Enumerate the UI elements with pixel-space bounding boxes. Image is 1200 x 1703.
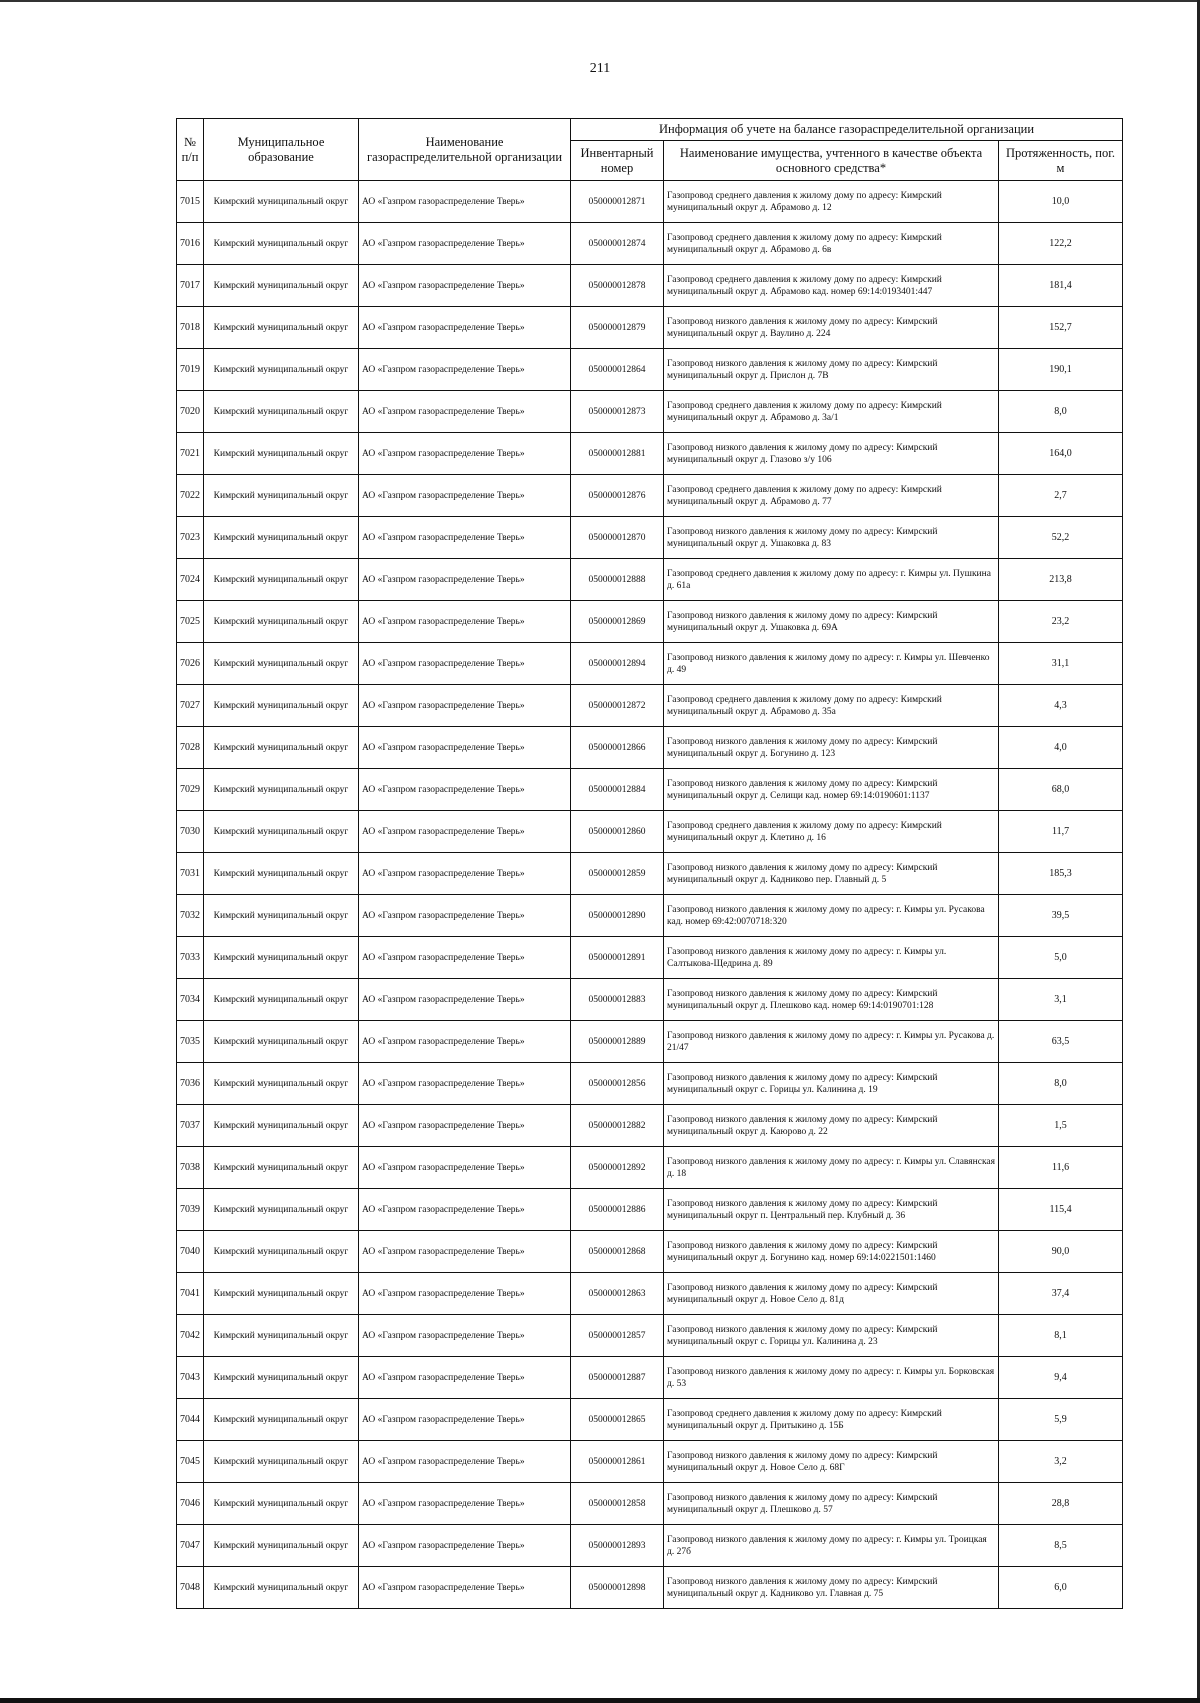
municipality-cell: Кимрский муниципальный округ: [204, 811, 359, 853]
municipality-cell: Кимрский муниципальный округ: [204, 391, 359, 433]
municipality-cell: Кимрский муниципальный округ: [204, 769, 359, 811]
row-number: 7020: [177, 391, 204, 433]
table-row: [177, 1483, 1123, 1525]
row-number: 7037: [177, 1105, 204, 1147]
asset-name-cell: Газопровод среднего давления к жилому дому по адресу: Кимрский муниципальный округ д. Абрамово кад. номер 69:14:0193401:447: [664, 265, 999, 307]
row-number: 7044: [177, 1399, 204, 1441]
municipality-cell: Кимрский муниципальный округ: [204, 1189, 359, 1231]
asset-name-cell: Газопровод низкого давления к жилому дому по адресу: Кимрский муниципальный округ д. Прислон д. 7В: [664, 349, 999, 391]
row-number: 7027: [177, 685, 204, 727]
row-number: 7036: [177, 1063, 204, 1105]
table-row: [177, 1273, 1123, 1315]
length-cell: 185,3: [999, 853, 1123, 895]
municipality-cell: Кимрский муниципальный округ: [204, 727, 359, 769]
length-cell: 68,0: [999, 769, 1123, 811]
inventory-number-cell: 050000012870: [571, 517, 664, 559]
inventory-number-cell: 050000012866: [571, 727, 664, 769]
inventory-number-cell: 050000012863: [571, 1273, 664, 1315]
asset-name-cell: Газопровод низкого давления к жилому дому по адресу: Кимрский муниципальный округ с. Горицы ул. Калинина д. 23: [664, 1315, 999, 1357]
inventory-number-cell: 050000012868: [571, 1231, 664, 1273]
inventory-number-cell: 050000012890: [571, 895, 664, 937]
table-row: [177, 433, 1123, 475]
asset-name-cell: Газопровод среднего давления к жилому дому по адресу: Кимрский муниципальный округ д. Абрамово д. 77: [664, 475, 999, 517]
row-number: 7038: [177, 1147, 204, 1189]
inventory-number-cell: 050000012898: [571, 1567, 664, 1609]
organization-cell: АО «Газпром газораспределение Тверь»: [359, 727, 571, 769]
header-inventory-number: Инвентарный номер: [571, 141, 664, 181]
table-row: [177, 265, 1123, 307]
inventory-number-cell: 050000012874: [571, 223, 664, 265]
asset-name-cell: Газопровод низкого давления к жилому дому по адресу: Кимрский муниципальный округ д. Новое Село д. 68Г: [664, 1441, 999, 1483]
length-cell: 164,0: [999, 433, 1123, 475]
organization-cell: АО «Газпром газораспределение Тверь»: [359, 1273, 571, 1315]
asset-name-cell: Газопровод низкого давления к жилому дому по адресу: г. Кимры ул. Шевченко д. 49: [664, 643, 999, 685]
inventory-number-cell: 050000012886: [571, 1189, 664, 1231]
organization-cell: АО «Газпром газораспределение Тверь»: [359, 937, 571, 979]
asset-name-cell: Газопровод низкого давления к жилому дому по адресу: Кимрский муниципальный округ д. Ушаковка д. 83: [664, 517, 999, 559]
inventory-number-cell: 050000012879: [571, 307, 664, 349]
row-number: 7017: [177, 265, 204, 307]
inventory-number-cell: 050000012889: [571, 1021, 664, 1063]
length-cell: 2,7: [999, 475, 1123, 517]
inventory-number-cell: 050000012881: [571, 433, 664, 475]
row-number: 7028: [177, 727, 204, 769]
inventory-number-cell: 050000012878: [571, 265, 664, 307]
row-number: 7039: [177, 1189, 204, 1231]
organization-cell: АО «Газпром газораспределение Тверь»: [359, 1021, 571, 1063]
length-cell: 5,0: [999, 937, 1123, 979]
row-number: 7046: [177, 1483, 204, 1525]
organization-cell: АО «Газпром газораспределение Тверь»: [359, 1483, 571, 1525]
inventory-number-cell: 050000012873: [571, 391, 664, 433]
inventory-number-cell: 050000012857: [571, 1315, 664, 1357]
scan-top-edge: [0, 0, 1200, 2]
asset-name-cell: Газопровод низкого давления к жилому дому по адресу: Кимрский муниципальный округ д. Селищи кад. номер 69:14:0190601:1137: [664, 769, 999, 811]
organization-cell: АО «Газпром газораспределение Тверь»: [359, 1357, 571, 1399]
table-row: [177, 349, 1123, 391]
municipality-cell: Кимрский муниципальный округ: [204, 979, 359, 1021]
municipality-cell: Кимрский муниципальный округ: [204, 307, 359, 349]
inventory-number-cell: 050000012858: [571, 1483, 664, 1525]
asset-name-cell: Газопровод низкого давления к жилому дому по адресу: Кимрский муниципальный округ д. Богунино кад. номер 69:14:0221501:1460: [664, 1231, 999, 1273]
municipality-cell: Кимрский муниципальный округ: [204, 1105, 359, 1147]
organization-cell: АО «Газпром газораспределение Тверь»: [359, 1105, 571, 1147]
row-number: 7021: [177, 433, 204, 475]
row-number: 7031: [177, 853, 204, 895]
municipality-cell: Кимрский муниципальный округ: [204, 1567, 359, 1609]
table-row: [177, 223, 1123, 265]
asset-name-cell: Газопровод среднего давления к жилому дому по адресу: Кимрский муниципальный округ д. Абрамово д. 6в: [664, 223, 999, 265]
municipality-cell: Кимрский муниципальный округ: [204, 1147, 359, 1189]
row-number: 7029: [177, 769, 204, 811]
length-cell: 39,5: [999, 895, 1123, 937]
organization-cell: АО «Газпром газораспределение Тверь»: [359, 1525, 571, 1567]
municipality-cell: Кимрский муниципальный округ: [204, 1021, 359, 1063]
municipality-cell: Кимрский муниципальный округ: [204, 1399, 359, 1441]
row-number: 7042: [177, 1315, 204, 1357]
table-row: [177, 1147, 1123, 1189]
table-row: [177, 685, 1123, 727]
asset-name-cell: Газопровод среднего давления к жилому дому по адресу: Кимрский муниципальный округ д. Абрамово д. 12: [664, 181, 999, 223]
table-row: [177, 811, 1123, 853]
asset-name-cell: Газопровод низкого давления к жилому дому по адресу: Кимрский муниципальный округ д. Богунино д. 123: [664, 727, 999, 769]
municipality-cell: Кимрский муниципальный округ: [204, 1231, 359, 1273]
municipality-cell: Кимрский муниципальный округ: [204, 349, 359, 391]
inventory-number-cell: 050000012894: [571, 643, 664, 685]
length-cell: 6,0: [999, 1567, 1123, 1609]
table-row: [177, 475, 1123, 517]
municipality-cell: Кимрский муниципальный округ: [204, 559, 359, 601]
length-cell: 3,1: [999, 979, 1123, 1021]
table-row: [177, 1441, 1123, 1483]
organization-cell: АО «Газпром газораспределение Тверь»: [359, 1063, 571, 1105]
municipality-cell: Кимрский муниципальный округ: [204, 1483, 359, 1525]
length-cell: 8,0: [999, 391, 1123, 433]
length-cell: 23,2: [999, 601, 1123, 643]
row-number: 7015: [177, 181, 204, 223]
organization-cell: АО «Газпром газораспределение Тверь»: [359, 895, 571, 937]
table-row: [177, 391, 1123, 433]
inventory-number-cell: 050000012856: [571, 1063, 664, 1105]
municipality-cell: Кимрский муниципальный округ: [204, 1063, 359, 1105]
organization-cell: АО «Газпром газораспределение Тверь»: [359, 769, 571, 811]
asset-name-cell: Газопровод низкого давления к жилому дому по адресу: Кимрский муниципальный округ п. Центральный пер. Клубный д. 36: [664, 1189, 999, 1231]
inventory-number-cell: 050000012891: [571, 937, 664, 979]
organization-cell: АО «Газпром газораспределение Тверь»: [359, 349, 571, 391]
inventory-number-cell: 050000012872: [571, 685, 664, 727]
row-number: 7025: [177, 601, 204, 643]
table-row: [177, 1105, 1123, 1147]
inventory-number-cell: 050000012869: [571, 601, 664, 643]
table-row: [177, 769, 1123, 811]
table-row: [177, 1357, 1123, 1399]
length-cell: 37,4: [999, 1273, 1123, 1315]
length-cell: 31,1: [999, 643, 1123, 685]
length-cell: 3,2: [999, 1441, 1123, 1483]
organization-cell: АО «Газпром газораспределение Тверь»: [359, 811, 571, 853]
organization-cell: АО «Газпром газораспределение Тверь»: [359, 1315, 571, 1357]
row-number: 7024: [177, 559, 204, 601]
asset-name-cell: Газопровод низкого давления к жилому дому по адресу: Кимрский муниципальный округ д. Каюрово д. 22: [664, 1105, 999, 1147]
municipality-cell: Кимрский муниципальный округ: [204, 937, 359, 979]
row-number: 7016: [177, 223, 204, 265]
length-cell: 11,7: [999, 811, 1123, 853]
organization-cell: АО «Газпром газораспределение Тверь»: [359, 223, 571, 265]
municipality-cell: Кимрский муниципальный округ: [204, 517, 359, 559]
header-asset-name: Наименование имущества, учтенного в качестве объекта основного средства*: [664, 141, 999, 181]
organization-cell: АО «Газпром газораспределение Тверь»: [359, 1147, 571, 1189]
length-cell: 190,1: [999, 349, 1123, 391]
municipality-cell: Кимрский муниципальный округ: [204, 1273, 359, 1315]
organization-cell: АО «Газпром газораспределение Тверь»: [359, 1399, 571, 1441]
organization-cell: АО «Газпром газораспределение Тверь»: [359, 517, 571, 559]
table-row: [177, 1189, 1123, 1231]
row-number: 7045: [177, 1441, 204, 1483]
row-number: 7026: [177, 643, 204, 685]
asset-registry-table: [176, 118, 1123, 1609]
asset-name-cell: Газопровод низкого давления к жилому дому по адресу: г. Кимры ул. Борковская д. 53: [664, 1357, 999, 1399]
asset-name-cell: Газопровод среднего давления к жилому дому по адресу: г. Кимры ул. Пушкина д. 61а: [664, 559, 999, 601]
organization-cell: АО «Газпром газораспределение Тверь»: [359, 601, 571, 643]
table-row: [177, 643, 1123, 685]
table-header: [177, 119, 1123, 181]
municipality-cell: Кимрский муниципальный округ: [204, 181, 359, 223]
inventory-number-cell: 050000012882: [571, 1105, 664, 1147]
length-cell: 181,4: [999, 265, 1123, 307]
table-row: [177, 853, 1123, 895]
length-cell: 28,8: [999, 1483, 1123, 1525]
table-row: [177, 979, 1123, 1021]
asset-name-cell: Газопровод низкого давления к жилому дому по адресу: Кимрский муниципальный округ д. Плешково кад. номер 69:14:0190701:128: [664, 979, 999, 1021]
length-cell: 213,8: [999, 559, 1123, 601]
asset-name-cell: Газопровод низкого давления к жилому дому по адресу: г. Кимры ул. Славянская д. 18: [664, 1147, 999, 1189]
municipality-cell: Кимрский муниципальный округ: [204, 853, 359, 895]
table-row: [177, 1021, 1123, 1063]
asset-name-cell: Газопровод среднего давления к жилому дому по адресу: Кимрский муниципальный округ д. Абрамово д. 3а/1: [664, 391, 999, 433]
municipality-cell: Кимрский муниципальный округ: [204, 1525, 359, 1567]
organization-cell: АО «Газпром газораспределение Тверь»: [359, 433, 571, 475]
municipality-cell: Кимрский муниципальный округ: [204, 643, 359, 685]
inventory-number-cell: 050000012887: [571, 1357, 664, 1399]
table-row: [177, 1399, 1123, 1441]
length-cell: 8,1: [999, 1315, 1123, 1357]
length-cell: 8,5: [999, 1525, 1123, 1567]
municipality-cell: Кимрский муниципальный округ: [204, 475, 359, 517]
row-number: 7035: [177, 1021, 204, 1063]
municipality-cell: Кимрский муниципальный округ: [204, 601, 359, 643]
length-cell: 4,3: [999, 685, 1123, 727]
inventory-number-cell: 050000012892: [571, 1147, 664, 1189]
organization-cell: АО «Газпром газораспределение Тверь»: [359, 685, 571, 727]
row-number: 7048: [177, 1567, 204, 1609]
table-row: [177, 1063, 1123, 1105]
municipality-cell: Кимрский муниципальный округ: [204, 433, 359, 475]
length-cell: 1,5: [999, 1105, 1123, 1147]
length-cell: 122,2: [999, 223, 1123, 265]
table-row: [177, 1315, 1123, 1357]
asset-name-cell: Газопровод низкого давления к жилому дому по адресу: г. Кимры ул. Русакова кад. номер 69:42:0070718:320: [664, 895, 999, 937]
length-cell: 5,9: [999, 1399, 1123, 1441]
inventory-number-cell: 050000012871: [571, 181, 664, 223]
municipality-cell: Кимрский муниципальный округ: [204, 895, 359, 937]
length-cell: 8,0: [999, 1063, 1123, 1105]
page-number: 211: [589, 61, 611, 76]
length-cell: 10,0: [999, 181, 1123, 223]
row-number: 7018: [177, 307, 204, 349]
length-cell: 52,2: [999, 517, 1123, 559]
header-length: Протяженность, пог. м: [999, 141, 1123, 181]
asset-name-cell: Газопровод низкого давления к жилому дому по адресу: Кимрский муниципальный округ д. Кадниково пер. Главный д. 5: [664, 853, 999, 895]
inventory-number-cell: 050000012865: [571, 1399, 664, 1441]
asset-name-cell: Газопровод среднего давления к жилому дому по адресу: Кимрский муниципальный округ д. Притыкино д. 15Б: [664, 1399, 999, 1441]
inventory-number-cell: 050000012860: [571, 811, 664, 853]
organization-cell: АО «Газпром газораспределение Тверь»: [359, 643, 571, 685]
asset-name-cell: Газопровод низкого давления к жилому дому по адресу: г. Кимры ул. Салтыкова-Щедрина д. 89: [664, 937, 999, 979]
organization-cell: АО «Газпром газораспределение Тверь»: [359, 1231, 571, 1273]
organization-cell: АО «Газпром газораспределение Тверь»: [359, 559, 571, 601]
inventory-number-cell: 050000012883: [571, 979, 664, 1021]
row-number: 7019: [177, 349, 204, 391]
organization-cell: АО «Газпром газораспределение Тверь»: [359, 475, 571, 517]
inventory-number-cell: 050000012893: [571, 1525, 664, 1567]
row-number: 7022: [177, 475, 204, 517]
inventory-number-cell: 050000012888: [571, 559, 664, 601]
inventory-number-cell: 050000012876: [571, 475, 664, 517]
table-row: [177, 1525, 1123, 1567]
organization-cell: АО «Газпром газораспределение Тверь»: [359, 391, 571, 433]
row-number: 7041: [177, 1273, 204, 1315]
table-body: [177, 181, 1123, 1609]
municipality-cell: Кимрский муниципальный округ: [204, 685, 359, 727]
asset-name-cell: Газопровод низкого давления к жилому дому по адресу: г. Кимры ул. Русакова д. 21/47: [664, 1021, 999, 1063]
municipality-cell: Кимрский муниципальный округ: [204, 1441, 359, 1483]
municipality-cell: Кимрский муниципальный округ: [204, 1357, 359, 1399]
length-cell: 115,4: [999, 1189, 1123, 1231]
length-cell: 9,4: [999, 1357, 1123, 1399]
inventory-number-cell: 050000012864: [571, 349, 664, 391]
municipality-cell: Кимрский муниципальный округ: [204, 1315, 359, 1357]
table-row: [177, 895, 1123, 937]
table-row: [177, 307, 1123, 349]
table-row: [177, 517, 1123, 559]
row-number: 7030: [177, 811, 204, 853]
table-row: [177, 601, 1123, 643]
length-cell: 152,7: [999, 307, 1123, 349]
organization-cell: АО «Газпром газораспределение Тверь»: [359, 1441, 571, 1483]
asset-name-cell: Газопровод низкого давления к жилому дому по адресу: Кимрский муниципальный округ д. Ушаковка д. 69А: [664, 601, 999, 643]
row-number: 7040: [177, 1231, 204, 1273]
organization-cell: АО «Газпром газораспределение Тверь»: [359, 265, 571, 307]
row-number: 7033: [177, 937, 204, 979]
organization-cell: АО «Газпром газораспределение Тверь»: [359, 307, 571, 349]
asset-name-cell: Газопровод низкого давления к жилому дому по адресу: Кимрский муниципальный округ д. Глазово з/у 106: [664, 433, 999, 475]
header-organization: Наименование газораспределительной организации: [359, 119, 571, 181]
header-row-number: № п/п: [177, 119, 204, 181]
municipality-cell: Кимрский муниципальный округ: [204, 223, 359, 265]
table-row: [177, 181, 1123, 223]
inventory-number-cell: 050000012861: [571, 1441, 664, 1483]
length-cell: 4,0: [999, 727, 1123, 769]
table-row: [177, 1567, 1123, 1609]
asset-name-cell: Газопровод низкого давления к жилому дому по адресу: Кимрский муниципальный округ д. Плешково д. 57: [664, 1483, 999, 1525]
asset-name-cell: Газопровод среднего давления к жилому дому по адресу: Кимрский муниципальный округ д. Абрамово д. 35а: [664, 685, 999, 727]
asset-name-cell: Газопровод низкого давления к жилому дому по адресу: Кимрский муниципальный округ с. Горицы ул. Калинина д. 19: [664, 1063, 999, 1105]
inventory-number-cell: 050000012859: [571, 853, 664, 895]
length-cell: 63,5: [999, 1021, 1123, 1063]
asset-name-cell: Газопровод низкого давления к жилому дому по адресу: Кимрский муниципальный округ д. Новое Село д. 81д: [664, 1273, 999, 1315]
asset-name-cell: Газопровод низкого давления к жилому дому по адресу: Кимрский муниципальный округ д. Ваулино д. 224: [664, 307, 999, 349]
organization-cell: АО «Газпром газораспределение Тверь»: [359, 979, 571, 1021]
row-number: 7043: [177, 1357, 204, 1399]
table-row: [177, 1231, 1123, 1273]
table-row: [177, 727, 1123, 769]
organization-cell: АО «Газпром газораспределение Тверь»: [359, 853, 571, 895]
municipality-cell: Кимрский муниципальный округ: [204, 265, 359, 307]
organization-cell: АО «Газпром газораспределение Тверь»: [359, 1189, 571, 1231]
scan-bottom-edge: [0, 1698, 1200, 1703]
row-number: 7023: [177, 517, 204, 559]
row-number: 7032: [177, 895, 204, 937]
organization-cell: АО «Газпром газораспределение Тверь»: [359, 1567, 571, 1609]
table-row: [177, 937, 1123, 979]
length-cell: 11,6: [999, 1147, 1123, 1189]
asset-name-cell: Газопровод низкого давления к жилому дому по адресу: г. Кимры ул. Троицкая д. 27б: [664, 1525, 999, 1567]
length-cell: 90,0: [999, 1231, 1123, 1273]
table-row: [177, 559, 1123, 601]
organization-cell: АО «Газпром газораспределение Тверь»: [359, 181, 571, 223]
header-municipality: Муниципальное образование: [204, 119, 359, 181]
row-number: 7047: [177, 1525, 204, 1567]
asset-name-cell: Газопровод среднего давления к жилому дому по адресу: Кимрский муниципальный округ д. Клетино д. 16: [664, 811, 999, 853]
row-number: 7034: [177, 979, 204, 1021]
inventory-number-cell: 050000012884: [571, 769, 664, 811]
asset-name-cell: Газопровод низкого давления к жилому дому по адресу: Кимрский муниципальный округ д. Кадниково ул. Главная д. 75: [664, 1567, 999, 1609]
header-balance-info: Информация об учете на балансе газораспределительной организации: [571, 119, 1123, 141]
